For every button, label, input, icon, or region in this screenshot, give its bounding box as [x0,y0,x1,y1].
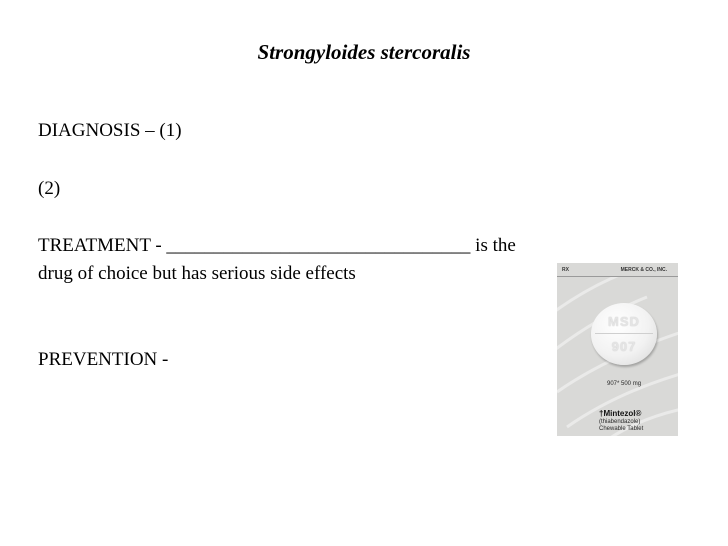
drug-package-image [557,263,678,436]
diagnosis-line-2: (2) [38,178,61,199]
diagnosis-line-1: DIAGNOSIS – (1) [38,120,182,141]
package-header [560,266,675,275]
brand-label: †Mintezol® [599,409,642,418]
pill-imprint-bottom: 907 [611,339,637,354]
prevention-line: PREVENTION - [38,349,169,370]
treatment-line: TREATMENT - ________________________________ is the [38,235,516,256]
tablet-icon [591,303,657,365]
generic-label: (thiabendazole) [599,419,641,425]
pill-imprint-top: MSD [608,314,640,329]
treatment-line-continued: drug of choice but has serious side effects [38,263,356,284]
rx-label: RX [562,267,569,273]
dose-label: 907* 500 mg [607,381,642,387]
slide-title: Strongyloides stercoralis [257,40,471,64]
form-label: Chewable Tablet [599,426,644,432]
company-label: MERCK & CO., INC. [620,267,667,273]
pill-score-line [595,333,653,334]
